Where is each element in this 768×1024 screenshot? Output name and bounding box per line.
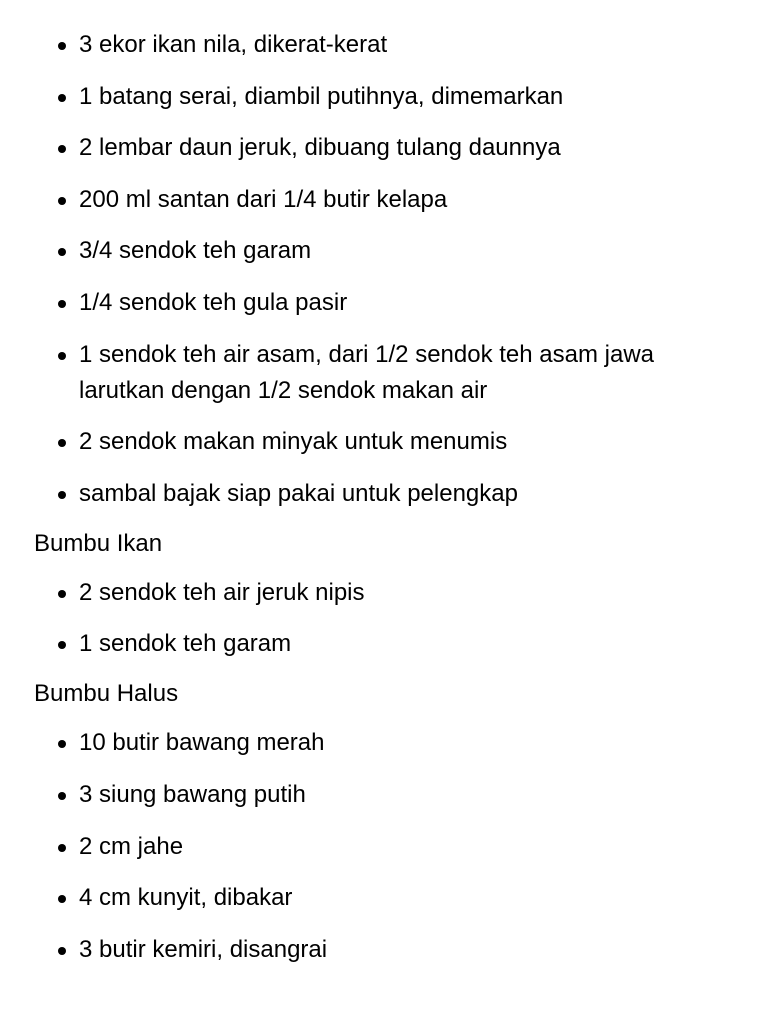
list-item [56,27,719,63]
ingredient-text: 3 siung bawang putih [79,780,306,808]
list-item [56,777,719,813]
ingredient-text: 2 sendok teh air jeruk nipis [79,578,365,606]
ingredient-text: 200 ml santan dari 1/4 butir kelapa [79,185,448,213]
ingredient-text: 2 lembar daun jeruk, dibuang tulang daunnya [79,134,561,162]
ingredient-text: 3/4 sendok teh garam [79,237,312,265]
ingredient-text: 1 sendok teh air asam, dari 1/2 sendok teh asam jawa larutkan dengan 1/2 sendok makan air [79,340,654,404]
ingredient-text: 10 butir bawang merah [79,729,325,757]
list-item [56,575,719,611]
main-ingredient-list [0,27,768,512]
ingredient-text: 3 ekor ikan nila, dikerat-kerat [79,31,388,58]
ingredient-text: sambal bajak siap pakai untuk pelengkap [79,479,518,507]
ingredient-text: 3 butir kemiri, disangrai [79,935,328,963]
list-item [56,626,719,662]
list-item [56,725,719,761]
ingredient-text: 1 batang serai, diambil putihnya, dimemarkan [79,82,564,110]
bumbu-halus-list [0,725,768,967]
bumbu-ikan-list [0,575,768,663]
ingredient-text: 4 cm kunyit, dibakar [79,884,293,912]
list-item [56,130,719,166]
list-item [56,476,719,512]
ingredient-text: 2 sendok makan minyak untuk menumis [79,428,508,456]
list-item [56,182,719,218]
ingredient-text: 2 cm jahe [79,832,184,860]
section-heading-bumbu-ikan: Bumbu Ikan [34,529,163,557]
list-item [56,880,719,916]
list-item [56,285,719,321]
list-item [56,79,719,115]
ingredient-text: 1 sendok teh garam [79,630,292,658]
list-item [56,829,719,865]
list-item [56,233,719,269]
section-heading-bumbu-halus: Bumbu Halus [34,680,179,708]
list-item [56,932,719,968]
list-item [56,337,719,409]
list-item [56,424,719,460]
ingredient-text: 1/4 sendok teh gula pasir [79,288,348,316]
